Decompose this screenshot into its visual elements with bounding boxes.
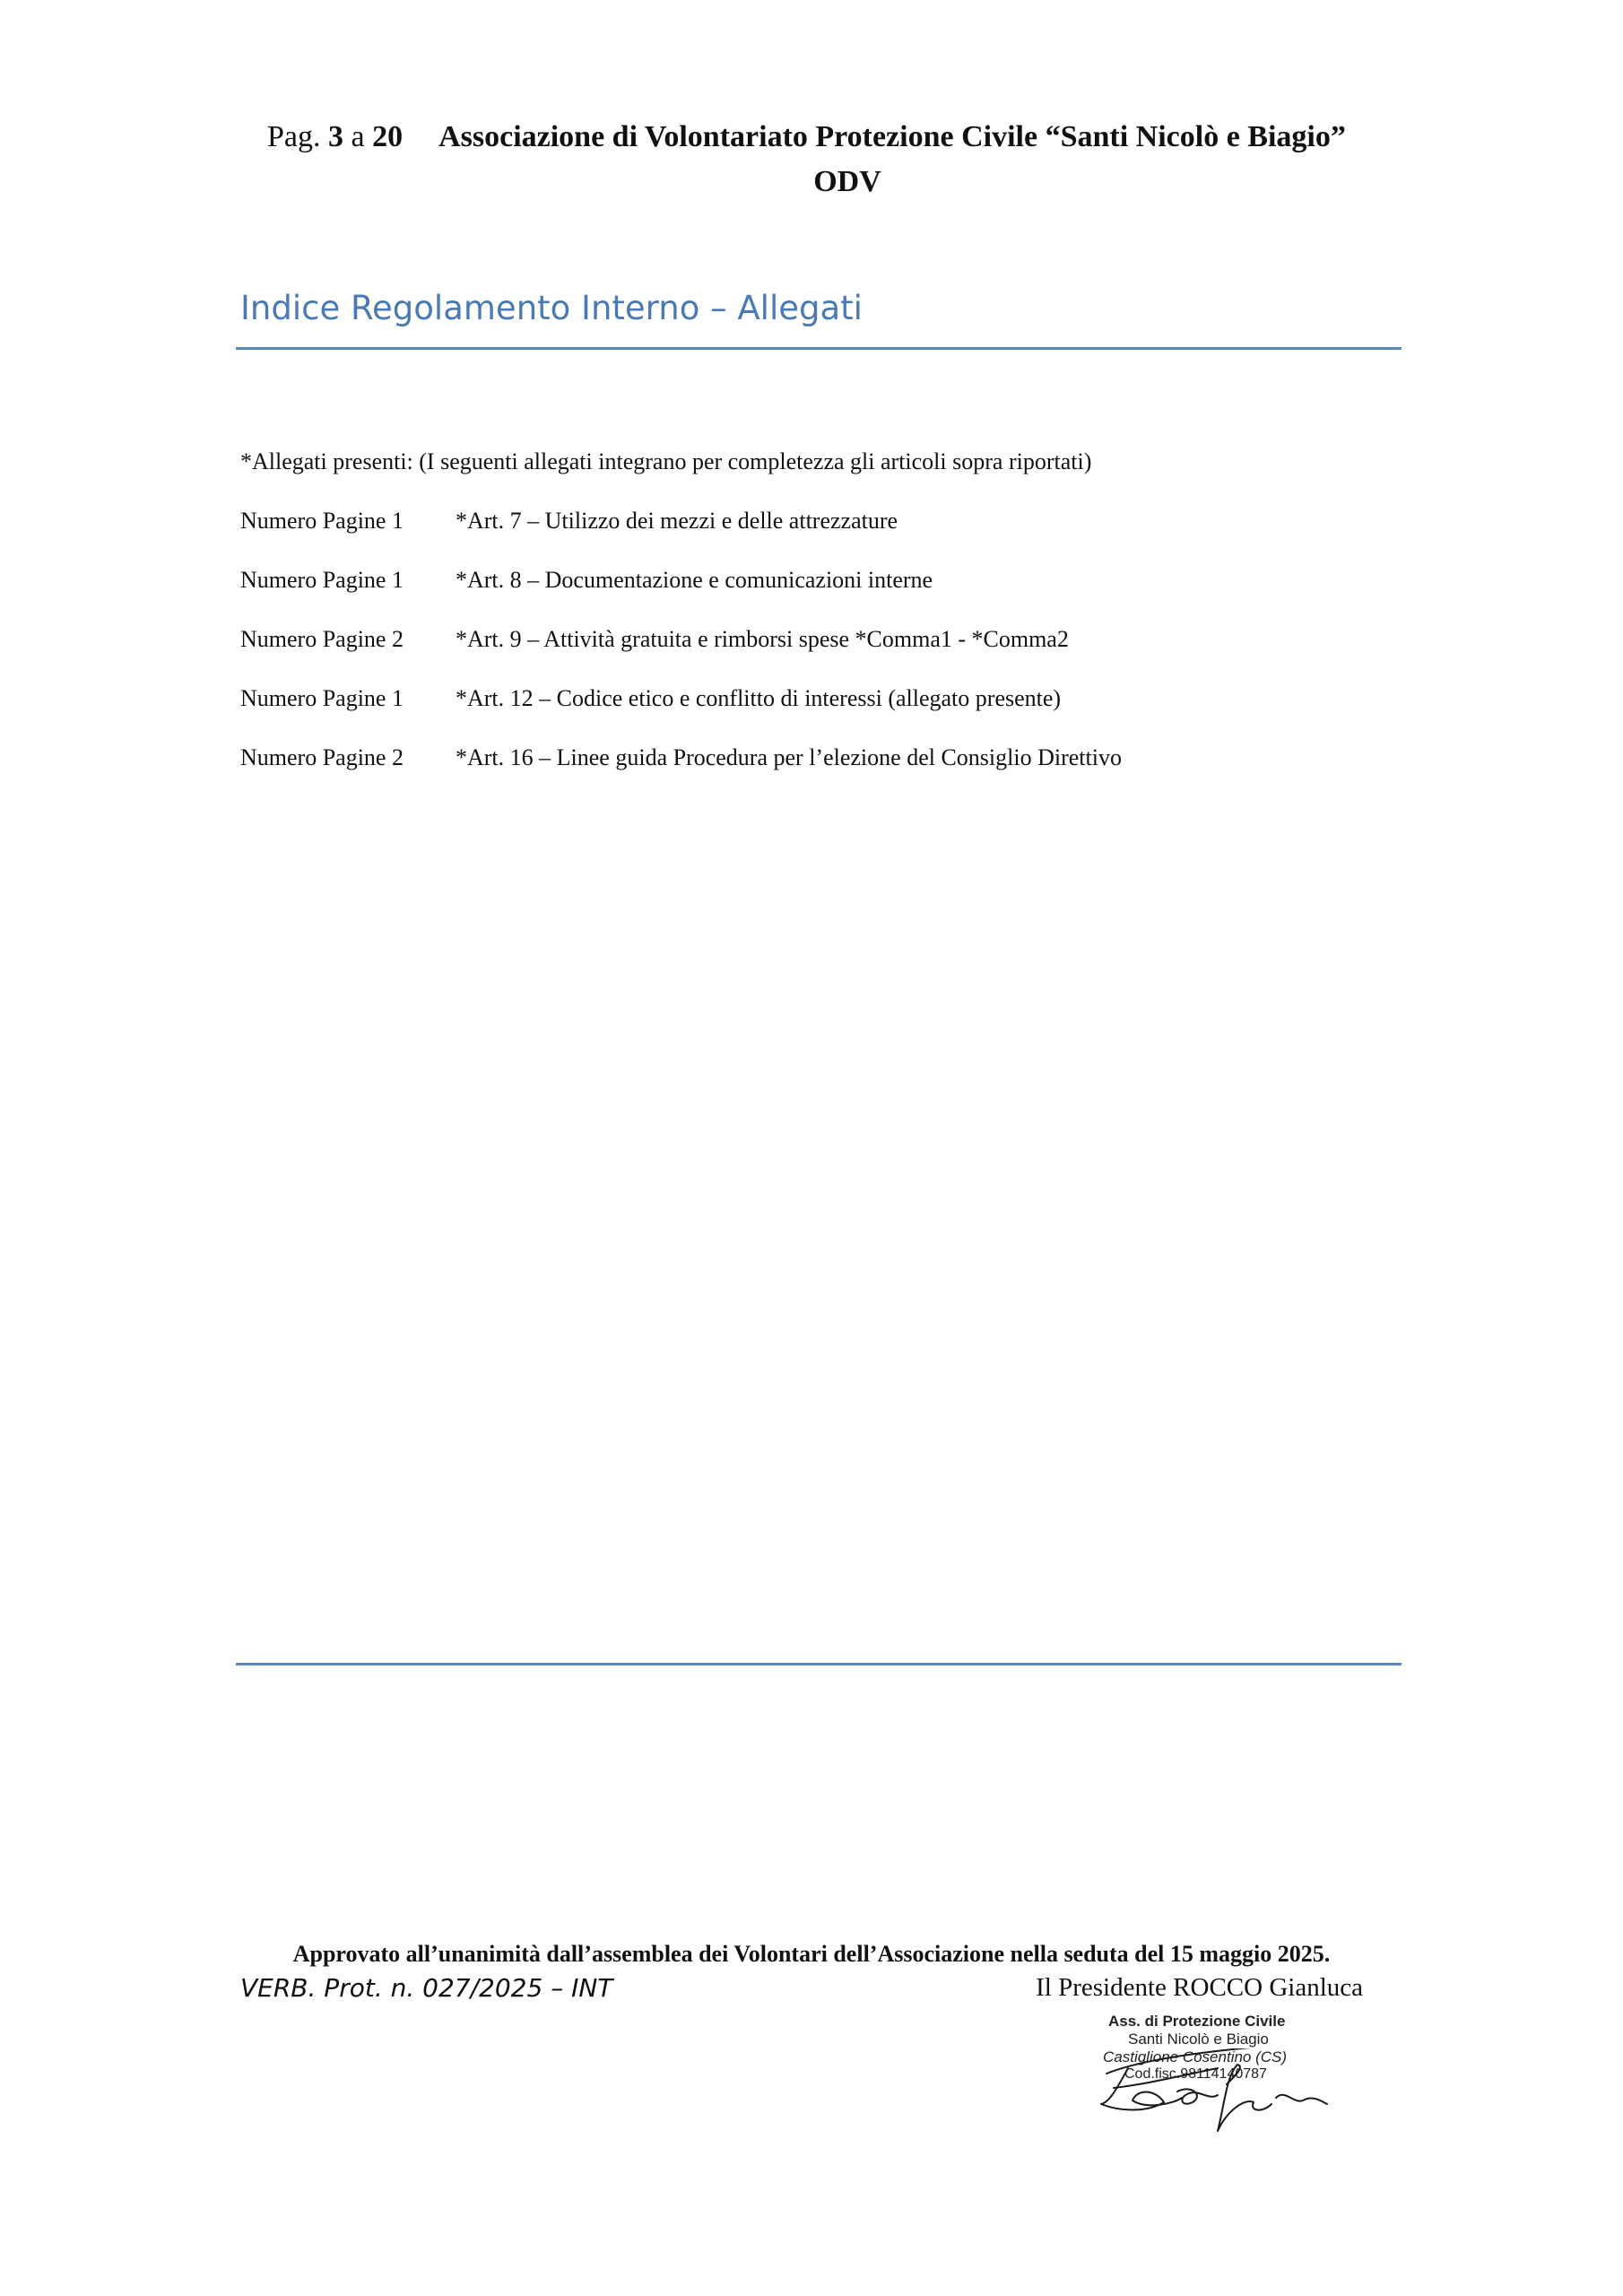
page-header [224,115,1417,204]
header-line-1 [224,115,1417,160]
article-title: *Art. 7 – Utilizzo dei mezzi e delle attrezzature [456,508,898,534]
section-title: Indice Regolamento Interno – Allegati [240,289,863,327]
list-item [240,567,1122,626]
president-signature-label: Il Presidente ROCCO Gianluca [1036,1973,1363,2002]
page-indicator [267,120,403,153]
page-count: Numero Pagine 1 [240,685,404,711]
handwritten-signature [1092,2048,1343,2147]
article-title: *Art. 16 – Linee guida Procedura per l’elezione del Consiglio Direttivo [456,744,1122,770]
association-stamp [1092,2013,1343,2147]
organization-suffix: ODV [813,165,881,198]
list-item [240,626,1122,685]
page-count: Numero Pagine 2 [240,626,404,652]
footer-divider [236,1663,1402,1665]
page-count: Numero Pagine 2 [240,744,404,770]
protocol-number: VERB. Prot. n. 027/2025 – INT [240,1973,613,2003]
attachments-list [240,508,1122,804]
page-total: 20 [372,120,404,153]
page-count: Numero Pagine 1 [240,567,404,593]
list-item [240,685,1122,744]
page-footer [240,1973,1363,2003]
stamp-line-4: Cod.fisc.98114140787 [1124,2066,1267,2082]
article-title: *Art. 9 – Attività gratuita e rimborsi spese *Comma1 - *Comma2 [456,626,1069,652]
page-prefix: Pag. [267,120,321,153]
page-separator: a [351,120,365,153]
article-title: *Art. 8 – Documentazione e comunicazioni interne [456,567,933,593]
title-divider [236,347,1402,350]
article-title: *Art. 12 – Codice etico e conflitto di interessi (allegato presente) [456,685,1062,711]
stamp-line-1: Ass. di Protezione Civile [1108,2013,1286,2030]
page-count: Numero Pagine 1 [240,508,404,534]
page-current: 3 [328,120,343,153]
intro-text: *Allegati presenti: (I seguenti allegati integrano per completezza gli articoli sopra riportati) [240,448,1092,474]
stamp-line-3: Castiglione Cosentino (CS) [1103,2048,1288,2066]
list-item [240,508,1122,567]
stamp-line-2: Santi Nicolò e Biagio [1128,2031,1269,2048]
approval-note: Approvato all’unanimità dall’assemblea dei Volontari dell’Associazione nella seduta del 15 maggio 2025. [292,1941,1331,1967]
list-item [240,744,1122,804]
organization-name: Associazione di Volontariato Protezione Civile “Santi Nicolò e Biagio” [438,120,1346,153]
